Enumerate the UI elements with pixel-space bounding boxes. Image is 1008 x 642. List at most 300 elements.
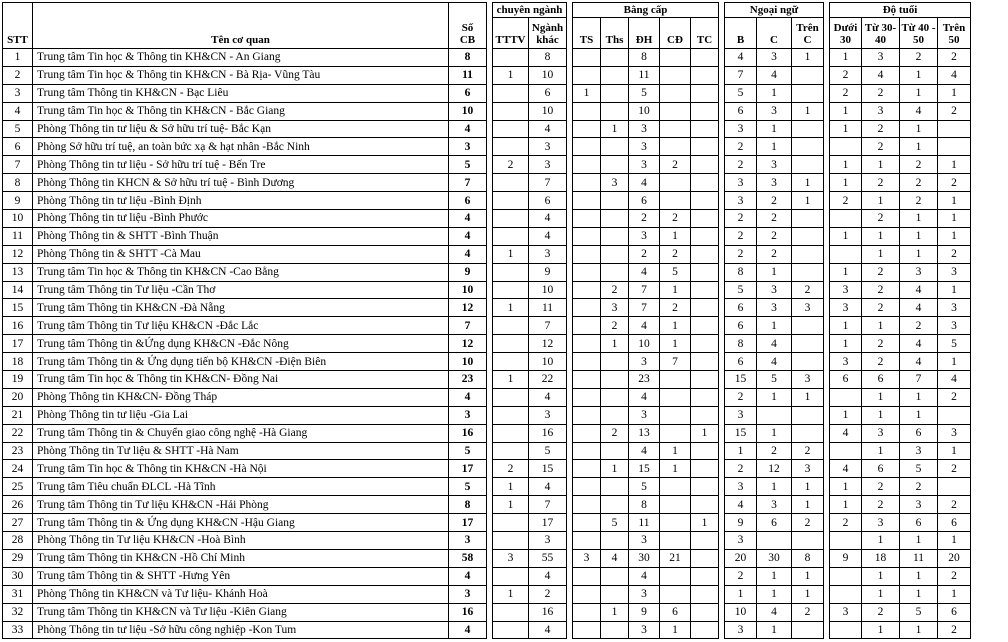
tc-cell xyxy=(691,102,719,120)
ths-cell xyxy=(601,442,629,460)
age-30-40-cell: 2 xyxy=(862,84,900,102)
org-name-cell: Trung tâm Thông tin Tư liệu -Cần Thơ xyxy=(33,281,449,299)
age-duoi-30-cell: 1 xyxy=(830,102,862,120)
tttv-cell xyxy=(493,388,529,406)
nganh-khac-cell: 4 xyxy=(529,567,567,585)
age-40-50-cell: 1 xyxy=(900,138,938,156)
lang-tren-c-cell: 2 xyxy=(792,442,824,460)
table-row xyxy=(3,460,971,478)
so-cb-cell: 9 xyxy=(449,263,487,281)
age-30-40-cell: 2 xyxy=(862,281,900,299)
age-40-50-cell: 5 xyxy=(900,460,938,478)
dh-cell: 4 xyxy=(629,263,660,281)
header-age-duoi-30: Dưới 30 xyxy=(830,18,862,49)
tc-cell xyxy=(691,84,719,102)
lang-b-cell: 1 xyxy=(725,442,757,460)
ths-cell xyxy=(601,263,629,281)
lang-tren-c-cell xyxy=(792,263,824,281)
ts-cell xyxy=(573,496,601,514)
tc-cell xyxy=(691,120,719,138)
header-ths: Ths xyxy=(601,18,629,49)
table-row xyxy=(3,478,971,496)
stt-cell: 3 xyxy=(3,84,33,102)
header-lang-tren-c: Trên C xyxy=(792,18,824,49)
table-row xyxy=(3,353,971,371)
tttv-cell xyxy=(493,263,529,281)
stt-cell: 14 xyxy=(3,281,33,299)
age-40-50-cell: 6 xyxy=(900,514,938,532)
org-name-cell: Trung tâm Tin học & Thông tin KH&CN -Cao Bằng xyxy=(33,263,449,281)
lang-c-cell: 4 xyxy=(757,335,792,353)
lang-b-cell: 6 xyxy=(725,317,757,335)
dh-cell: 4 xyxy=(629,567,660,585)
age-30-40-cell: 1 xyxy=(862,406,900,424)
stt-cell: 10 xyxy=(3,210,33,228)
stt-cell: 27 xyxy=(3,514,33,532)
stt-cell: 17 xyxy=(3,335,33,353)
ths-cell xyxy=(601,353,629,371)
lang-b-cell: 6 xyxy=(725,353,757,371)
tttv-cell xyxy=(493,84,529,102)
dh-cell: 9 xyxy=(629,603,660,621)
nganh-khac-cell: 10 xyxy=(529,102,567,120)
age-40-50-cell: 1 xyxy=(900,406,938,424)
ths-cell xyxy=(601,102,629,120)
ts-cell xyxy=(573,102,601,120)
age-30-40-cell: 1 xyxy=(862,388,900,406)
lang-b-cell: 20 xyxy=(725,549,757,567)
age-duoi-30-cell xyxy=(830,567,862,585)
age-tren-50-cell: 1 xyxy=(938,156,971,174)
table-row xyxy=(3,245,971,263)
dh-cell: 4 xyxy=(629,174,660,192)
ts-cell xyxy=(573,227,601,245)
cd-cell xyxy=(660,66,691,84)
so-cb-cell: 58 xyxy=(449,549,487,567)
lang-c-cell: 3 xyxy=(757,299,792,317)
tttv-cell: 1 xyxy=(493,299,529,317)
lang-b-cell: 5 xyxy=(725,84,757,102)
lang-tren-c-cell: 2 xyxy=(792,281,824,299)
dh-cell: 3 xyxy=(629,585,660,603)
tttv-cell xyxy=(493,227,529,245)
nganh-khac-cell: 10 xyxy=(529,66,567,84)
lang-c-cell: 2 xyxy=(757,442,792,460)
stt-cell: 32 xyxy=(3,603,33,621)
age-30-40-cell: 1 xyxy=(862,227,900,245)
header-nganh-khac: Ngành khác xyxy=(529,18,567,49)
age-30-40-cell: 3 xyxy=(862,49,900,67)
dh-cell: 3 xyxy=(629,406,660,424)
age-30-40-cell: 4 xyxy=(862,66,900,84)
dh-cell: 4 xyxy=(629,388,660,406)
header-so-cb-line2: CB xyxy=(459,34,476,46)
tc-cell xyxy=(691,299,719,317)
age-tren-50-cell: 2 xyxy=(938,567,971,585)
ths-cell: 5 xyxy=(601,514,629,532)
age-duoi-30-cell: 1 xyxy=(830,174,862,192)
lang-b-cell: 8 xyxy=(725,335,757,353)
lang-c-cell: 4 xyxy=(757,603,792,621)
lang-tren-c-cell xyxy=(792,66,824,84)
org-name-cell: Phòng Thông tin & SHTT -Cà Mau xyxy=(33,245,449,263)
age-tren-50-cell: 2 xyxy=(938,621,971,639)
ts-cell xyxy=(573,478,601,496)
age-duoi-30-cell xyxy=(830,138,862,156)
tttv-cell: 1 xyxy=(493,585,529,603)
ths-cell: 1 xyxy=(601,460,629,478)
age-30-40-cell: 2 xyxy=(862,138,900,156)
age-tren-50-cell: 1 xyxy=(938,532,971,550)
ts-cell xyxy=(573,192,601,210)
lang-tren-c-cell xyxy=(792,335,824,353)
lang-c-cell: 4 xyxy=(757,66,792,84)
tttv-cell xyxy=(493,514,529,532)
lang-c-cell: 1 xyxy=(757,585,792,603)
org-name-cell: Phòng Thông tin tư liệu -Sở hữu công nghiệp -Kon Tum xyxy=(33,621,449,639)
stt-cell: 21 xyxy=(3,406,33,424)
stt-cell: 33 xyxy=(3,621,33,639)
so-cb-cell: 4 xyxy=(449,567,487,585)
age-40-50-cell: 2 xyxy=(900,49,938,67)
nganh-khac-cell: 22 xyxy=(529,371,567,389)
ts-cell xyxy=(573,120,601,138)
age-tren-50-cell: 3 xyxy=(938,263,971,281)
table-row xyxy=(3,406,971,424)
so-cb-cell: 5 xyxy=(449,156,487,174)
tttv-cell xyxy=(493,532,529,550)
tc-cell xyxy=(691,549,719,567)
age-30-40-cell: 1 xyxy=(862,156,900,174)
table-row xyxy=(3,84,971,102)
lang-b-cell: 3 xyxy=(725,192,757,210)
tttv-cell xyxy=(493,281,529,299)
ths-cell xyxy=(601,84,629,102)
age-30-40-cell: 2 xyxy=(862,120,900,138)
org-name-cell: Trung tâm Thông tin KH&CN và Tư liệu -Kiên Giang xyxy=(33,603,449,621)
stt-cell: 19 xyxy=(3,371,33,389)
age-duoi-30-cell: 2 xyxy=(830,514,862,532)
age-tren-50-cell: 1 xyxy=(938,227,971,245)
header-org-name: Tên cơ quan xyxy=(33,3,449,49)
dh-cell: 11 xyxy=(629,66,660,84)
lang-tren-c-cell xyxy=(792,138,824,156)
age-duoi-30-cell: 1 xyxy=(830,478,862,496)
nganh-khac-cell: 3 xyxy=(529,138,567,156)
so-cb-cell: 23 xyxy=(449,371,487,389)
lang-tren-c-cell xyxy=(792,424,824,442)
age-40-50-cell: 4 xyxy=(900,335,938,353)
org-name-cell: Trung tâm Thông tin KH&CN -Đà Nẵng xyxy=(33,299,449,317)
ths-cell: 3 xyxy=(601,174,629,192)
stt-cell: 20 xyxy=(3,388,33,406)
lang-tren-c-cell xyxy=(792,210,824,228)
so-cb-cell: 10 xyxy=(449,353,487,371)
table-row xyxy=(3,210,971,228)
table-row xyxy=(3,549,971,567)
lang-tren-c-cell xyxy=(792,532,824,550)
org-name-cell: Trung tâm Tin học & Thông tin KH&CN - Bà Rịa- Vũng Tàu xyxy=(33,66,449,84)
age-tren-50-cell: 3 xyxy=(938,317,971,335)
nganh-khac-cell: 8 xyxy=(529,49,567,67)
so-cb-cell: 17 xyxy=(449,460,487,478)
lang-c-cell: 30 xyxy=(757,549,792,567)
age-40-50-cell: 11 xyxy=(900,549,938,567)
tttv-cell xyxy=(493,603,529,621)
so-cb-cell: 3 xyxy=(449,406,487,424)
age-30-40-cell: 1 xyxy=(862,567,900,585)
tc-cell xyxy=(691,156,719,174)
lang-c-cell: 2 xyxy=(757,210,792,228)
dh-cell: 11 xyxy=(629,514,660,532)
table-row xyxy=(3,442,971,460)
lang-b-cell: 2 xyxy=(725,227,757,245)
ts-cell xyxy=(573,406,601,424)
cd-cell: 6 xyxy=(660,603,691,621)
stt-cell: 6 xyxy=(3,138,33,156)
age-40-50-cell: 1 xyxy=(900,84,938,102)
header-group-language: Ngoại ngữ xyxy=(725,3,824,18)
tc-cell xyxy=(691,460,719,478)
age-tren-50-cell: 1 xyxy=(938,281,971,299)
age-duoi-30-cell: 9 xyxy=(830,549,862,567)
lang-tren-c-cell xyxy=(792,245,824,263)
age-tren-50-cell xyxy=(938,478,971,496)
age-40-50-cell: 1 xyxy=(900,245,938,263)
cd-cell: 2 xyxy=(660,210,691,228)
so-cb-cell: 12 xyxy=(449,335,487,353)
lang-tren-c-cell: 1 xyxy=(792,388,824,406)
ts-cell xyxy=(573,353,601,371)
nganh-khac-cell: 10 xyxy=(529,353,567,371)
stt-cell: 23 xyxy=(3,442,33,460)
lang-c-cell: 6 xyxy=(757,514,792,532)
lang-tren-c-cell: 3 xyxy=(792,460,824,478)
tttv-cell xyxy=(493,442,529,460)
cd-cell xyxy=(660,567,691,585)
age-40-50-cell: 1 xyxy=(900,532,938,550)
age-40-50-cell: 4 xyxy=(900,299,938,317)
nganh-khac-cell: 6 xyxy=(529,192,567,210)
cd-cell xyxy=(660,478,691,496)
lang-b-cell: 7 xyxy=(725,66,757,84)
org-name-cell: Phòng Thông tin KH&CN và Tư liệu- Khánh Hoà xyxy=(33,585,449,603)
age-40-50-cell: 3 xyxy=(900,496,938,514)
age-30-40-cell: 2 xyxy=(862,299,900,317)
cd-cell xyxy=(660,49,691,67)
stt-cell: 24 xyxy=(3,460,33,478)
nganh-khac-cell: 55 xyxy=(529,549,567,567)
table-row xyxy=(3,174,971,192)
lang-c-cell: 1 xyxy=(757,317,792,335)
stt-cell: 26 xyxy=(3,496,33,514)
age-40-50-cell: 2 xyxy=(900,317,938,335)
dh-cell: 3 xyxy=(629,138,660,156)
lang-c-cell: 3 xyxy=(757,156,792,174)
org-name-cell: Phòng Thông tin KHCN & Sở hữu trí tuệ - Bình Dương xyxy=(33,174,449,192)
lang-tren-c-cell: 3 xyxy=(792,299,824,317)
ths-cell xyxy=(601,621,629,639)
age-tren-50-cell: 2 xyxy=(938,496,971,514)
lang-b-cell: 2 xyxy=(725,460,757,478)
age-tren-50-cell: 1 xyxy=(938,192,971,210)
age-tren-50-cell: 1 xyxy=(938,210,971,228)
lang-tren-c-cell xyxy=(792,317,824,335)
lang-c-cell: 1 xyxy=(757,138,792,156)
age-duoi-30-cell xyxy=(830,585,862,603)
lang-b-cell: 3 xyxy=(725,532,757,550)
so-cb-cell: 3 xyxy=(449,138,487,156)
lang-tren-c-cell: 1 xyxy=(792,192,824,210)
age-duoi-30-cell: 6 xyxy=(830,371,862,389)
ts-cell xyxy=(573,460,601,478)
lang-tren-c-cell: 1 xyxy=(792,174,824,192)
age-tren-50-cell: 1 xyxy=(938,585,971,603)
age-duoi-30-cell xyxy=(830,442,862,460)
lang-c-cell: 3 xyxy=(757,174,792,192)
lang-c-cell: 3 xyxy=(757,496,792,514)
age-30-40-cell: 2 xyxy=(862,603,900,621)
age-30-40-cell: 1 xyxy=(862,317,900,335)
age-duoi-30-cell: 2 xyxy=(830,66,862,84)
ths-cell xyxy=(601,138,629,156)
header-lang-c: C xyxy=(757,18,792,49)
age-30-40-cell: 3 xyxy=(862,424,900,442)
ts-cell xyxy=(573,585,601,603)
tttv-cell: 1 xyxy=(493,496,529,514)
age-30-40-cell: 2 xyxy=(862,210,900,228)
ths-cell xyxy=(601,156,629,174)
stt-cell: 11 xyxy=(3,227,33,245)
so-cb-cell: 4 xyxy=(449,227,487,245)
cd-cell xyxy=(660,192,691,210)
nganh-khac-cell: 10 xyxy=(529,281,567,299)
tttv-cell: 3 xyxy=(493,549,529,567)
so-cb-cell: 16 xyxy=(449,603,487,621)
table-row xyxy=(3,567,971,585)
cd-cell: 2 xyxy=(660,156,691,174)
ts-cell xyxy=(573,138,601,156)
so-cb-cell: 5 xyxy=(449,478,487,496)
cd-cell xyxy=(660,120,691,138)
tttv-cell xyxy=(493,138,529,156)
dh-cell: 23 xyxy=(629,371,660,389)
age-30-40-cell: 1 xyxy=(862,192,900,210)
ts-cell xyxy=(573,49,601,67)
lang-tren-c-cell xyxy=(792,621,824,639)
header-dh: ĐH xyxy=(629,18,660,49)
lang-b-cell: 9 xyxy=(725,514,757,532)
org-name-cell: Phòng Thông tin tư liệu -Gia Lai xyxy=(33,406,449,424)
cd-cell xyxy=(660,406,691,424)
stt-cell: 13 xyxy=(3,263,33,281)
so-cb-cell: 10 xyxy=(449,281,487,299)
table-row xyxy=(3,371,971,389)
table-body xyxy=(3,49,971,639)
age-30-40-cell: 1 xyxy=(862,245,900,263)
so-cb-cell: 17 xyxy=(449,514,487,532)
ths-cell xyxy=(601,406,629,424)
ts-cell xyxy=(573,371,601,389)
dh-cell: 5 xyxy=(629,478,660,496)
table-row xyxy=(3,102,971,120)
cd-cell xyxy=(660,102,691,120)
dh-cell: 4 xyxy=(629,317,660,335)
stt-cell: 9 xyxy=(3,192,33,210)
lang-c-cell: 2 xyxy=(757,227,792,245)
age-tren-50-cell: 4 xyxy=(938,371,971,389)
age-30-40-cell: 2 xyxy=(862,496,900,514)
nganh-khac-cell: 7 xyxy=(529,317,567,335)
tc-cell xyxy=(691,406,719,424)
tc-cell xyxy=(691,496,719,514)
cd-cell xyxy=(660,138,691,156)
stt-cell: 25 xyxy=(3,478,33,496)
dh-cell: 13 xyxy=(629,424,660,442)
ts-cell xyxy=(573,424,601,442)
cd-cell: 1 xyxy=(660,281,691,299)
ths-cell xyxy=(601,585,629,603)
org-name-cell: Trung tâm Thông tin KH&CN - Bạc Liêu xyxy=(33,84,449,102)
lang-b-cell: 3 xyxy=(725,621,757,639)
age-40-50-cell: 2 xyxy=(900,156,938,174)
ts-cell xyxy=(573,567,601,585)
nganh-khac-cell: 16 xyxy=(529,603,567,621)
org-name-cell: Phòng Thông tin KH&CN- Đồng Tháp xyxy=(33,388,449,406)
lang-b-cell: 8 xyxy=(725,263,757,281)
dh-cell: 3 xyxy=(629,156,660,174)
lang-b-cell: 2 xyxy=(725,245,757,263)
ths-cell xyxy=(601,388,629,406)
so-cb-cell: 4 xyxy=(449,245,487,263)
nganh-khac-cell: 7 xyxy=(529,496,567,514)
cd-cell xyxy=(660,532,691,550)
lang-b-cell: 3 xyxy=(725,406,757,424)
stt-cell: 28 xyxy=(3,532,33,550)
tttv-cell xyxy=(493,335,529,353)
age-tren-50-cell: 3 xyxy=(938,299,971,317)
ths-cell xyxy=(601,478,629,496)
tc-cell xyxy=(691,567,719,585)
age-30-40-cell: 2 xyxy=(862,353,900,371)
lang-b-cell: 2 xyxy=(725,138,757,156)
age-tren-50-cell: 2 xyxy=(938,174,971,192)
org-name-cell: Phòng Thông tin tư liệu -Bình Định xyxy=(33,192,449,210)
nganh-khac-cell: 4 xyxy=(529,120,567,138)
dh-cell: 2 xyxy=(629,210,660,228)
age-tren-50-cell xyxy=(938,138,971,156)
table-row xyxy=(3,388,971,406)
header-lang-b: B xyxy=(725,18,757,49)
ts-cell xyxy=(573,174,601,192)
nganh-khac-cell: 4 xyxy=(529,621,567,639)
tc-cell xyxy=(691,532,719,550)
stt-cell: 30 xyxy=(3,567,33,585)
org-name-cell: Trung tâm Tin học & Thông tin KH&CN - An Giang xyxy=(33,49,449,67)
age-30-40-cell: 6 xyxy=(862,460,900,478)
lang-tren-c-cell: 3 xyxy=(792,371,824,389)
tttv-cell xyxy=(493,210,529,228)
lang-c-cell: 1 xyxy=(757,621,792,639)
lang-c-cell: 2 xyxy=(757,192,792,210)
age-tren-50-cell xyxy=(938,406,971,424)
ths-cell xyxy=(601,532,629,550)
dh-cell: 2 xyxy=(629,245,660,263)
ts-cell: 3 xyxy=(573,549,601,567)
stt-cell: 12 xyxy=(3,245,33,263)
cd-cell: 2 xyxy=(660,245,691,263)
age-tren-50-cell: 6 xyxy=(938,514,971,532)
